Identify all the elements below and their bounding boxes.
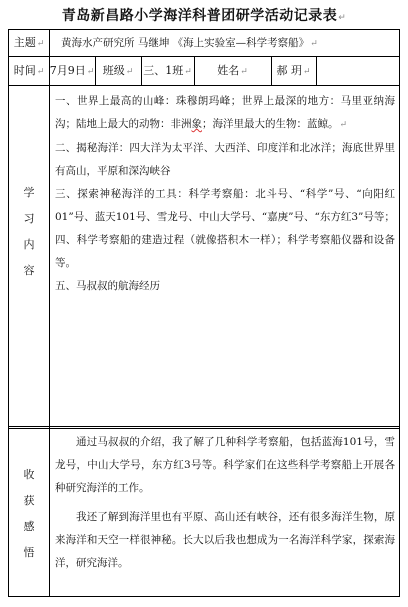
content-item-4: 四、科学考察船的建造过程（就像搭积木一样）；科学考察船仪器和设备等。 — [55, 234, 395, 269]
theme-label: 主题↵ — [13, 36, 45, 49]
content-item-5: 五、马叔叔的航海经历 — [55, 280, 160, 292]
time-value: 7月9日↵ — [49, 64, 95, 77]
harvest-label: 收 获 感 悟 — [23, 468, 35, 559]
harvest-text — [55, 431, 395, 591]
name-value: 郝 玥↵ — [276, 64, 311, 77]
harvest-paragraph-1: 通过马叔叔的介绍，我了解了几种科学考察船，包括蓝海101号，雪龙号，中山大学号，东方红3号等。科学家们在这些科学考察船上开展各种研究海洋的工作。 — [55, 436, 395, 494]
page-title: 青岛新昌路小学海洋科普团研学活动记录表↵ — [61, 8, 347, 24]
content-item-2: 二、揭秘海洋：四大洋为太平洋、大西洋、印度洋和北冰洋；海底世界里有高山，平原和深沟峡谷 — [55, 142, 395, 177]
time-label: 时间↵ — [13, 64, 45, 77]
content-item-3: 三、探索神秘海洋的工具：科学考察船：北斗号、“科学”号、“向阳红01”号、蓝天101号、雪龙号、中山大学号、“嘉庚”号、“东方红3”号等； — [55, 188, 395, 223]
content-item-1: 一、世界上最高的山峰：珠穆朗玛峰；世界上最深的地方：马里亚纳海沟；陆地上最大的动物：非洲象；海洋里最大的生物：蓝鲸。↵ — [55, 95, 395, 130]
content-list — [55, 90, 395, 422]
harvest-paragraph-2: 我还了解到海洋里也有平原、高山还有峡谷，还有很多海洋生物，原来海洋和天空一样很神秘。长大以后我也想成为一名海洋科学家，探索海洋，研究海洋。 — [55, 511, 395, 569]
class-value: 三、1班↵ — [143, 64, 192, 77]
name-label: 姓名↵ — [217, 64, 248, 77]
content-label: 学 习 内 容 — [23, 186, 35, 277]
record-table — [8, 29, 400, 597]
class-label: 班级↵ — [102, 64, 134, 77]
theme-value: 黄海水产研究所 马继坤 《海上实验室—科学考察船》↵ — [61, 37, 318, 49]
